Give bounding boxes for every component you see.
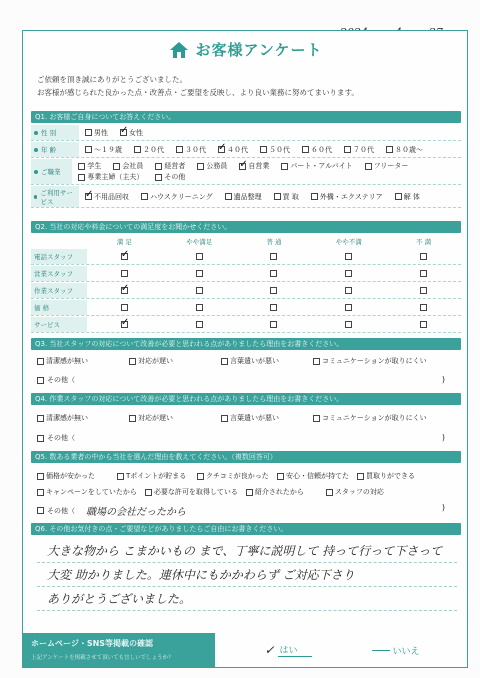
q1-row-label: 性 別 bbox=[31, 125, 79, 140]
q1-option[interactable] bbox=[395, 192, 420, 202]
checkbox[interactable] bbox=[365, 163, 372, 170]
q5-other bbox=[37, 503, 461, 518]
option-label: 公務員 bbox=[206, 162, 228, 170]
q1-option[interactable] bbox=[78, 161, 101, 171]
option-label: ６０代 bbox=[311, 145, 332, 154]
q1-option[interactable] bbox=[225, 192, 262, 202]
rating-cell bbox=[311, 287, 386, 294]
rating-cell bbox=[162, 253, 237, 260]
checkbox[interactable] bbox=[37, 415, 44, 422]
checkbox[interactable] bbox=[270, 287, 277, 294]
checkbox[interactable] bbox=[270, 321, 277, 328]
checkbox[interactable] bbox=[155, 163, 162, 170]
option-label: 清潔感が無い bbox=[46, 357, 88, 365]
rating-cell bbox=[311, 253, 386, 260]
option-label: ２０代 bbox=[143, 145, 164, 154]
q4-option[interactable] bbox=[221, 413, 293, 423]
checkbox[interactable] bbox=[85, 146, 92, 153]
option-label: フリーター bbox=[373, 162, 409, 170]
q5-option[interactable] bbox=[326, 487, 398, 497]
checkbox[interactable] bbox=[141, 193, 148, 200]
option-label: ハウスクリーニング bbox=[150, 192, 213, 201]
consent-yes[interactable]: ✓ はい bbox=[264, 643, 311, 657]
option-label: ４０代 bbox=[227, 145, 248, 154]
option-label: ５０代 bbox=[269, 145, 290, 154]
survey-title: お客様アンケート bbox=[195, 41, 323, 59]
option-label: 専業主婦（主夫） bbox=[87, 173, 144, 181]
q1-option[interactable] bbox=[344, 145, 374, 155]
checkbox[interactable] bbox=[176, 146, 183, 153]
q5-option[interactable] bbox=[37, 487, 137, 497]
checkbox[interactable] bbox=[196, 304, 203, 311]
checkbox[interactable] bbox=[420, 253, 427, 260]
bullet-icon bbox=[34, 148, 38, 152]
option-label: ７０代 bbox=[353, 145, 374, 154]
q4-options bbox=[37, 413, 461, 423]
checkbox[interactable] bbox=[270, 270, 277, 277]
option-label: 買取りができる bbox=[366, 472, 415, 480]
q3-option[interactable] bbox=[37, 356, 109, 366]
q5-option[interactable] bbox=[117, 471, 189, 481]
rating-row-label: 価 格 bbox=[31, 300, 87, 315]
rating-cell bbox=[162, 270, 237, 277]
checkbox[interactable] bbox=[221, 415, 228, 422]
q1-row-service bbox=[31, 186, 461, 208]
checkbox[interactable] bbox=[85, 129, 92, 136]
rating-cell bbox=[162, 321, 237, 328]
option-label: 会社員 bbox=[122, 162, 144, 170]
option-label: ～１９歳 bbox=[94, 145, 122, 154]
consent-options bbox=[215, 633, 469, 667]
comment-line: 大きな物から こまかいもの まで、丁寧に説明して 持って行って下さって bbox=[37, 539, 457, 563]
checkbox[interactable] bbox=[281, 163, 288, 170]
checkbox[interactable] bbox=[420, 304, 427, 311]
option-label: 解 体 bbox=[403, 192, 420, 201]
q1-row-label: ご利用サービス bbox=[31, 186, 79, 207]
rating-cell bbox=[87, 287, 162, 294]
option-label: Tポイントが貯まる bbox=[126, 472, 187, 480]
publish-consent bbox=[23, 633, 469, 667]
checkbox[interactable] bbox=[345, 321, 352, 328]
rating-column-header: やや不満 bbox=[335, 238, 362, 246]
checkbox[interactable] bbox=[313, 358, 320, 365]
option-label: 学生 bbox=[87, 162, 102, 170]
q5-other-handwritten: 職場の会社だったから bbox=[86, 507, 186, 518]
q1-option[interactable] bbox=[239, 161, 269, 171]
checkbox[interactable] bbox=[197, 163, 204, 170]
option-label: 紹介されたから bbox=[254, 488, 304, 496]
option-label: 不用品回収 bbox=[94, 192, 129, 201]
q1-option[interactable] bbox=[386, 145, 423, 155]
q1-option[interactable] bbox=[85, 128, 108, 138]
q5-other-close: ) bbox=[441, 503, 445, 512]
rating-cell bbox=[386, 287, 461, 294]
checkbox[interactable] bbox=[37, 489, 44, 496]
checkbox[interactable] bbox=[120, 129, 127, 136]
q3-option[interactable] bbox=[313, 356, 427, 366]
checkbox[interactable] bbox=[277, 473, 284, 480]
checkbox[interactable] bbox=[129, 358, 136, 365]
q2-column-headers bbox=[31, 237, 461, 248]
comment-line: ありがとうございました。 bbox=[37, 587, 457, 611]
q1-option[interactable] bbox=[197, 161, 227, 171]
q4-other-close: ) bbox=[441, 433, 445, 442]
option-label: ３０代 bbox=[185, 145, 206, 154]
q5-option[interactable] bbox=[277, 471, 349, 481]
option-label: クチコミが良かった bbox=[206, 472, 269, 480]
rating-cell bbox=[162, 287, 237, 294]
consent-title: ホームページ・SNS等掲載の確認 bbox=[31, 639, 154, 648]
survey-frame bbox=[22, 30, 468, 668]
checkbox[interactable] bbox=[113, 163, 120, 170]
rating-row-label: 営業スタッフ bbox=[31, 266, 87, 281]
q1-option[interactable] bbox=[176, 145, 206, 155]
checkbox[interactable] bbox=[218, 146, 225, 153]
checkbox[interactable] bbox=[121, 270, 128, 277]
intro-text bbox=[37, 73, 457, 99]
checkbox[interactable] bbox=[155, 174, 162, 181]
q5-option[interactable] bbox=[357, 471, 429, 481]
option-label: 清潔感が無い bbox=[46, 414, 88, 422]
option-label: 女性 bbox=[129, 128, 143, 137]
rating-cell bbox=[386, 270, 461, 277]
option-label: その他 bbox=[164, 173, 186, 181]
q4-heading: Q4. 作業スタッフの対応について改善が必要と思われる点がありましたら理由をお書きください。 bbox=[31, 393, 461, 405]
q1-option[interactable] bbox=[218, 145, 248, 155]
q4-option[interactable] bbox=[129, 413, 201, 423]
option-label: 経営者 bbox=[164, 162, 186, 170]
option-label: ８０歳～ bbox=[395, 145, 423, 154]
rating-cell bbox=[87, 270, 162, 277]
q4-option[interactable] bbox=[37, 413, 109, 423]
checkbox[interactable] bbox=[357, 473, 364, 480]
checkbox[interactable] bbox=[345, 304, 352, 311]
checkbox[interactable] bbox=[270, 253, 277, 260]
checkbox[interactable] bbox=[37, 377, 44, 384]
checkbox[interactable] bbox=[420, 287, 427, 294]
q1-option[interactable] bbox=[85, 192, 129, 202]
q3-options bbox=[37, 356, 461, 366]
rating-cell bbox=[237, 270, 312, 277]
rating-cell bbox=[162, 304, 237, 311]
q1-row-label: 年 齢 bbox=[31, 142, 79, 157]
checkbox[interactable] bbox=[345, 253, 352, 260]
q3-heading: Q3. 当社スタッフの対応について改善が必要と思われる点がありましたら理由をお書きください。 bbox=[31, 338, 461, 350]
checkbox[interactable] bbox=[345, 287, 352, 294]
q5-option[interactable] bbox=[37, 471, 109, 481]
q5-other-option[interactable]: その他（ 職場の会社だったから bbox=[37, 503, 186, 518]
rating-row bbox=[31, 317, 461, 333]
option-label: 自営業 bbox=[248, 162, 270, 170]
option-label: 男性 bbox=[94, 128, 108, 137]
q1-option[interactable] bbox=[85, 145, 122, 155]
occupation-options bbox=[72, 161, 461, 182]
q6-free-text[interactable] bbox=[37, 539, 457, 611]
q1-option[interactable] bbox=[134, 145, 164, 155]
checkbox[interactable] bbox=[37, 358, 44, 365]
q1-option[interactable] bbox=[155, 172, 185, 182]
gender-options bbox=[79, 128, 143, 138]
q4-other bbox=[37, 433, 461, 443]
q5-option[interactable] bbox=[246, 487, 318, 497]
q1-option[interactable] bbox=[365, 161, 409, 171]
checkbox[interactable] bbox=[196, 270, 203, 277]
option-label: 対応が遅い bbox=[138, 357, 173, 365]
rating-column-header: 普 通 bbox=[266, 238, 282, 246]
checkbox[interactable] bbox=[78, 174, 85, 181]
q5-option[interactable] bbox=[145, 487, 238, 497]
option-label: スタッフの対応 bbox=[334, 488, 384, 496]
rating-cell bbox=[237, 287, 312, 294]
consent-label bbox=[23, 633, 215, 667]
rating-row-label: 作業スタッフ bbox=[31, 283, 87, 298]
q3-other-close: ) bbox=[441, 375, 445, 384]
checkbox[interactable] bbox=[302, 146, 309, 153]
rating-column-header: やや満足 bbox=[186, 238, 213, 246]
age-options bbox=[79, 145, 423, 155]
checkbox[interactable] bbox=[121, 253, 128, 260]
q4-option[interactable] bbox=[313, 413, 427, 423]
checkbox[interactable] bbox=[345, 270, 352, 277]
checkbox[interactable] bbox=[420, 270, 427, 277]
bullet-icon bbox=[34, 195, 37, 199]
checkbox[interactable] bbox=[225, 193, 232, 200]
option-label: 価格が安かった bbox=[46, 472, 95, 480]
q1-row-gender bbox=[31, 125, 461, 141]
q3-other bbox=[37, 375, 461, 385]
checkbox[interactable] bbox=[274, 193, 281, 200]
rating-cell bbox=[386, 321, 461, 328]
checkbox[interactable] bbox=[37, 473, 44, 480]
rating-cell bbox=[311, 321, 386, 328]
option-label: 対応が遅い bbox=[138, 414, 173, 422]
q5-options bbox=[37, 471, 461, 497]
checkbox[interactable] bbox=[134, 146, 141, 153]
q1-option[interactable] bbox=[302, 145, 332, 155]
bullet-icon bbox=[34, 131, 38, 135]
rating-cell bbox=[87, 304, 162, 311]
q1-heading: Q1. お客様ご自身についてお答えください。 bbox=[31, 111, 461, 123]
rating-cell bbox=[237, 304, 312, 311]
checkbox[interactable] bbox=[196, 253, 203, 260]
house-icon bbox=[169, 41, 189, 59]
q2-heading: Q2. 当社の対応や料金についての満足度をお聞かせください。 bbox=[31, 221, 461, 233]
check-mark-icon: ✓ bbox=[264, 643, 275, 657]
consent-subtitle: 上記アンケートを掲載させて頂いても宜しいでしょうか？ bbox=[31, 655, 174, 661]
comment-line: 大変 助かりました。連休中にもかかわらず ご対応下さり bbox=[37, 563, 457, 587]
checkbox[interactable] bbox=[37, 435, 44, 442]
q1-option[interactable] bbox=[311, 192, 383, 202]
rating-cell bbox=[237, 321, 312, 328]
option-label: 外構・エクステリア bbox=[319, 192, 383, 201]
checkbox[interactable] bbox=[145, 489, 152, 496]
q1-row-occupation bbox=[31, 159, 461, 185]
checkbox[interactable] bbox=[246, 489, 253, 496]
intro-line: お客様が感じられた良かった点・改善点・ご要望を反映し、より良い業務に努めてまいります。 bbox=[37, 88, 359, 97]
q1-option[interactable] bbox=[120, 128, 143, 138]
rating-column-header: 不 満 bbox=[416, 238, 432, 246]
checkbox[interactable] bbox=[196, 287, 203, 294]
rating-row-label: 電話スタッフ bbox=[31, 249, 87, 264]
checkbox[interactable] bbox=[197, 473, 204, 480]
option-label: キャンペーンをしていたから bbox=[46, 488, 137, 496]
checkbox[interactable] bbox=[196, 321, 203, 328]
rating-cell bbox=[386, 253, 461, 260]
consent-no[interactable]: いいえ bbox=[372, 644, 420, 657]
option-label: パート・アルバイト bbox=[290, 162, 353, 170]
rating-row bbox=[31, 300, 461, 316]
checkbox[interactable] bbox=[129, 415, 136, 422]
checkbox[interactable] bbox=[420, 321, 427, 328]
checkbox[interactable] bbox=[311, 193, 318, 200]
checkbox[interactable] bbox=[121, 321, 128, 328]
checkbox[interactable] bbox=[117, 473, 124, 480]
q5-heading: Q5. 数ある業者の中から当社を選んだ理由を教えてください。（複数回答可） bbox=[31, 451, 461, 463]
q1-option[interactable] bbox=[260, 145, 290, 155]
checkbox[interactable] bbox=[37, 507, 44, 514]
checkbox[interactable] bbox=[344, 146, 351, 153]
checkbox[interactable] bbox=[121, 287, 128, 294]
rating-cell bbox=[311, 304, 386, 311]
option-label: 必要な許可を取得している bbox=[153, 488, 238, 496]
checkbox[interactable] bbox=[395, 193, 402, 200]
checkbox[interactable] bbox=[78, 163, 85, 170]
bullet-icon bbox=[34, 170, 38, 174]
q3-other-option[interactable]: その他（ bbox=[37, 375, 75, 385]
checkbox[interactable] bbox=[326, 489, 333, 496]
option-label: 言葉遣いが悪い bbox=[230, 414, 279, 422]
q1-option[interactable] bbox=[113, 161, 143, 171]
q3-option[interactable] bbox=[129, 356, 201, 366]
service-options bbox=[79, 192, 420, 202]
q1-row-label: ご職業 bbox=[31, 159, 72, 184]
rating-row bbox=[31, 283, 461, 299]
option-label: 安心・信頼が持てた bbox=[286, 472, 349, 480]
rating-cell bbox=[311, 270, 386, 277]
q3-option[interactable] bbox=[221, 356, 293, 366]
option-label: 言葉遣いが悪い bbox=[230, 357, 279, 365]
checkbox[interactable] bbox=[270, 304, 277, 311]
q1-option[interactable] bbox=[274, 192, 299, 202]
option-label: 買 取 bbox=[282, 192, 299, 201]
checkbox[interactable] bbox=[221, 358, 228, 365]
q1-option[interactable] bbox=[281, 161, 352, 171]
survey-header bbox=[23, 39, 469, 60]
q5-option[interactable] bbox=[197, 471, 269, 481]
q1-option[interactable] bbox=[141, 192, 213, 202]
option-label: コミュニケーションが取りにくい bbox=[322, 357, 427, 365]
q1-row-age bbox=[31, 142, 461, 158]
rating-cell bbox=[87, 253, 162, 260]
option-label: 遺品整理 bbox=[233, 192, 262, 201]
checkbox[interactable] bbox=[260, 146, 267, 153]
q6-heading: Q6. その他お気付きの点・ご要望などがありましたらご自由にお書きください。 bbox=[31, 523, 461, 535]
rating-cell bbox=[237, 253, 312, 260]
rating-column-header: 満 足 bbox=[116, 238, 132, 246]
rating-row-label: サービス bbox=[31, 317, 87, 332]
checkbox[interactable] bbox=[313, 415, 320, 422]
checkbox[interactable] bbox=[239, 163, 246, 170]
rating-cell bbox=[386, 304, 461, 311]
intro-line: ご依頼を頂き誠にありがとうございました。 bbox=[37, 75, 187, 84]
q1-option[interactable] bbox=[78, 172, 143, 182]
rating-row bbox=[31, 249, 461, 265]
q1-option[interactable] bbox=[155, 161, 185, 171]
checkbox[interactable] bbox=[85, 193, 92, 200]
checkbox[interactable] bbox=[121, 304, 128, 311]
option-label: コミュニケーションが取りにくい bbox=[322, 414, 427, 422]
checkbox[interactable] bbox=[386, 146, 393, 153]
q4-other-option[interactable]: その他（ bbox=[37, 433, 75, 443]
rating-cell bbox=[87, 321, 162, 328]
rating-row bbox=[31, 266, 461, 282]
